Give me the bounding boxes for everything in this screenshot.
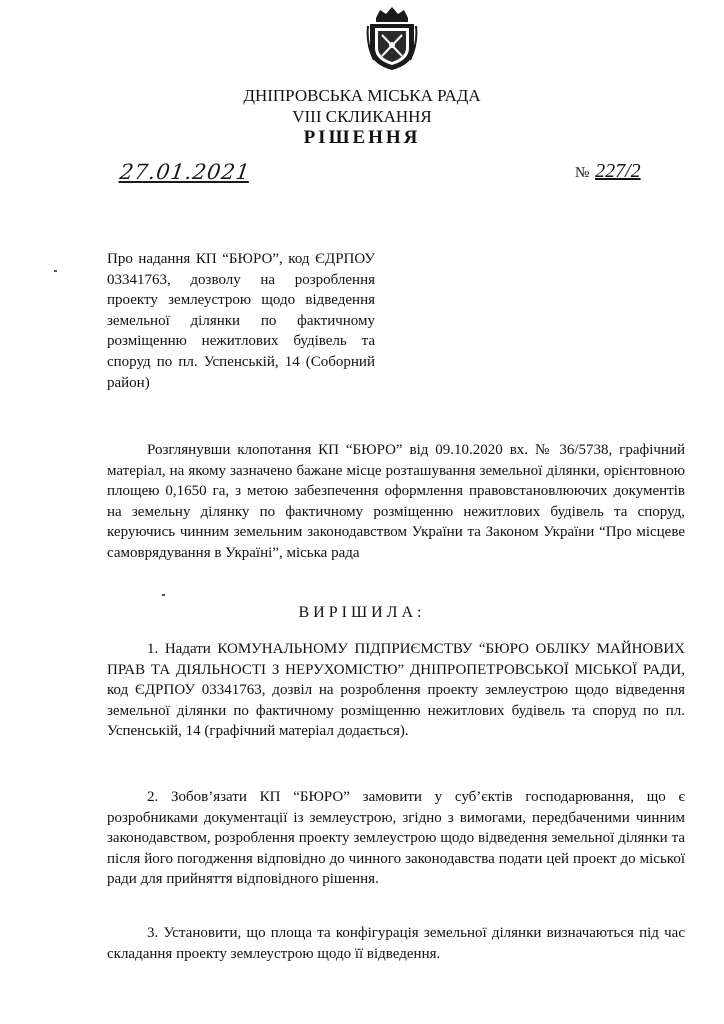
convocation: VIII СКЛИКАННЯ	[292, 107, 432, 126]
city-coat-of-arms-icon	[366, 4, 418, 72]
preamble	[107, 440, 685, 564]
resolved-heading: ВИРІШИЛА:	[298, 604, 426, 621]
preamble-text: Розглянувши клопотання КП “БЮРО” від 09.10.2020 вх. № 36/5738, графічний матеріал, на якому зазначено бажане місце розташування земельної ділянки, орієнтовною площею 0,1650 га, з метою забезпечення оформлення правовстановлюючих документів на земельну ділянку по фактичному розміщенню нежитлових будівель та споруд, керуючись чинним земельним законодавством України та Законом України “Про місцеве самоврядування в Україні”, міська рада	[107, 442, 685, 561]
council-name: ДНІПРОВСЬКА МІСЬКА РАДА	[243, 86, 481, 105]
item-text: 3. Установити, що площа та конфігурація земельної ділянки визначаються під час складання проекту землеустрою щодо її відведення.	[107, 925, 685, 962]
decision-item-1	[107, 639, 685, 742]
decision-item-3	[107, 923, 685, 964]
scan-speck	[54, 270, 57, 272]
decision-item-2	[107, 787, 685, 890]
decision-date: 27.01.2021	[118, 160, 252, 184]
decision-number	[575, 160, 641, 183]
item-text: 1. Надати КОМУНАЛЬНОМУ ПІДПРИЄМСТВУ “БЮРО ОБЛІКУ МАЙНОВИХ ПРАВ ТА ДІЯЛЬНОСТІ З НЕРУХОМІСТЮ” ДНІПРОПЕТРОВСЬКОЇ МІСЬКОЇ РАДИ, код ЄДРПОУ 03341763, дозвіл на розроблення проекту землеустрою щодо відведення земельної ділянки по фактичному розміщенню нежитлових будівель та споруд по пл. Успенській, 14 (графічний матеріал додається).	[107, 641, 685, 740]
decision-subject	[107, 249, 375, 393]
document-type-title: РІШЕННЯ	[303, 127, 421, 148]
scan-speck	[162, 594, 165, 596]
number-prefix: №	[575, 165, 590, 181]
subject-text: Про надання КП “БЮРО”, код ЄДРПОУ 03341763, дозволу на розроблення проекту землеустрою щодо відведення земельної ділянки по фактичному розміщенню нежитлових будівель та споруд по пл. Успенській, 14 (Соборний район)	[107, 251, 375, 391]
item-text: 2. Зобов’язати КП “БЮРО” замовити у суб’єктів господарювання, що є розробниками документації із землеустрою, згідно з вимогами, передбаченими чинним законодавством, розроблення проекту землеустрою щодо відведення земельної ділянки та після його погодження відповідно до чинного законодавства подати цей проект до міської ради для прийняття відповідного рішення.	[107, 789, 685, 888]
number-value: 227/2	[595, 160, 641, 182]
